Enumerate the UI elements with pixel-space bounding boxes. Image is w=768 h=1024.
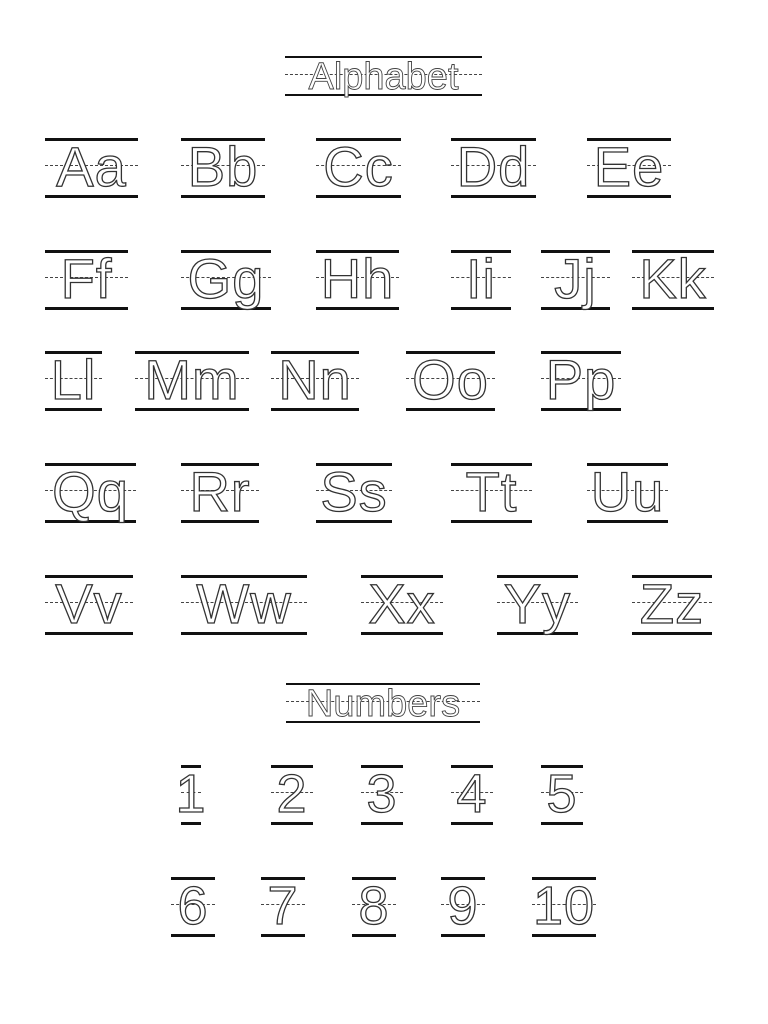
letter-pair: Hh [320,247,395,310]
numbers-title [286,683,480,723]
letter-pair: Gg [187,247,265,310]
number-glyph: 8 [358,876,390,936]
letter-tile [181,572,307,635]
letter-pair: Ff [60,247,113,310]
letter-tile [451,460,532,523]
number-glyph: 1 [175,764,207,824]
letter-tile [45,348,102,411]
numbers-title-text: Numbers [305,683,461,725]
letter-tile [181,135,265,198]
letter-pair: Ee [593,135,665,198]
number-glyph: 9 [447,876,479,936]
number-tile [361,765,403,825]
letter-pair: Rr [189,460,251,523]
letter-pair: Kk [639,247,707,310]
letter-pair: Ss [320,460,388,523]
letter-pair: Jj [554,247,597,310]
letter-pair: Pp [545,348,617,411]
letter-tile [451,247,511,310]
number-glyph: 10 [532,876,596,936]
letter-pair: Vv [55,572,123,635]
number-tile [352,877,396,937]
number-tile [532,877,596,937]
letter-pair: Dd [456,135,531,198]
letter-tile [632,247,714,310]
letter-tile [45,135,138,198]
alphabet-title [285,56,482,96]
letter-pair: Ww [196,572,292,635]
letter-tile [181,247,271,310]
letter-pair: Ll [50,348,97,411]
letter-tile [587,135,671,198]
number-tile [441,877,485,937]
letter-pair: Yy [503,572,572,635]
letter-pair: Tt [465,460,518,523]
letter-tile [45,572,133,635]
number-tile [541,765,583,825]
number-glyph: 6 [177,876,209,936]
letter-tile [135,348,249,411]
letter-tile [541,247,610,310]
letter-tile [316,460,392,523]
letter-pair: Ii [466,247,496,310]
number-glyph: 3 [366,764,398,824]
number-tile [451,765,493,825]
letter-tile [497,572,578,635]
letter-tile [632,572,712,635]
number-glyph: 5 [546,764,578,824]
letter-tile [451,135,536,198]
letter-tile [587,460,668,523]
letter-pair: Zz [639,572,705,635]
letter-tile [406,348,495,411]
letter-tile [541,348,621,411]
number-tile [261,877,305,937]
letter-tile [316,247,399,310]
letter-pair: Bb [187,135,259,198]
number-glyph: 7 [267,876,299,936]
alphabet-title-text: Alphabet [308,56,459,98]
letter-pair: Xx [368,572,436,635]
number-glyph: 4 [456,764,488,824]
letter-pair: Oo [412,348,489,411]
number-tile [175,764,207,825]
number-tile [171,877,215,937]
letter-tile [316,135,401,198]
letter-pair: Mm [144,348,240,411]
letter-tile [271,348,359,411]
letter-tile [45,460,136,523]
letter-pair: Uu [590,460,665,523]
letter-pair: Aa [56,135,127,198]
letter-tile [181,460,259,523]
letter-tile [361,572,443,635]
letter-pair: Nn [278,348,352,411]
letter-pair: Qq [52,460,129,523]
letter-tile [45,247,128,310]
letter-pair: Cc [323,135,394,198]
number-glyph: 2 [276,764,308,824]
number-tile [271,765,313,825]
